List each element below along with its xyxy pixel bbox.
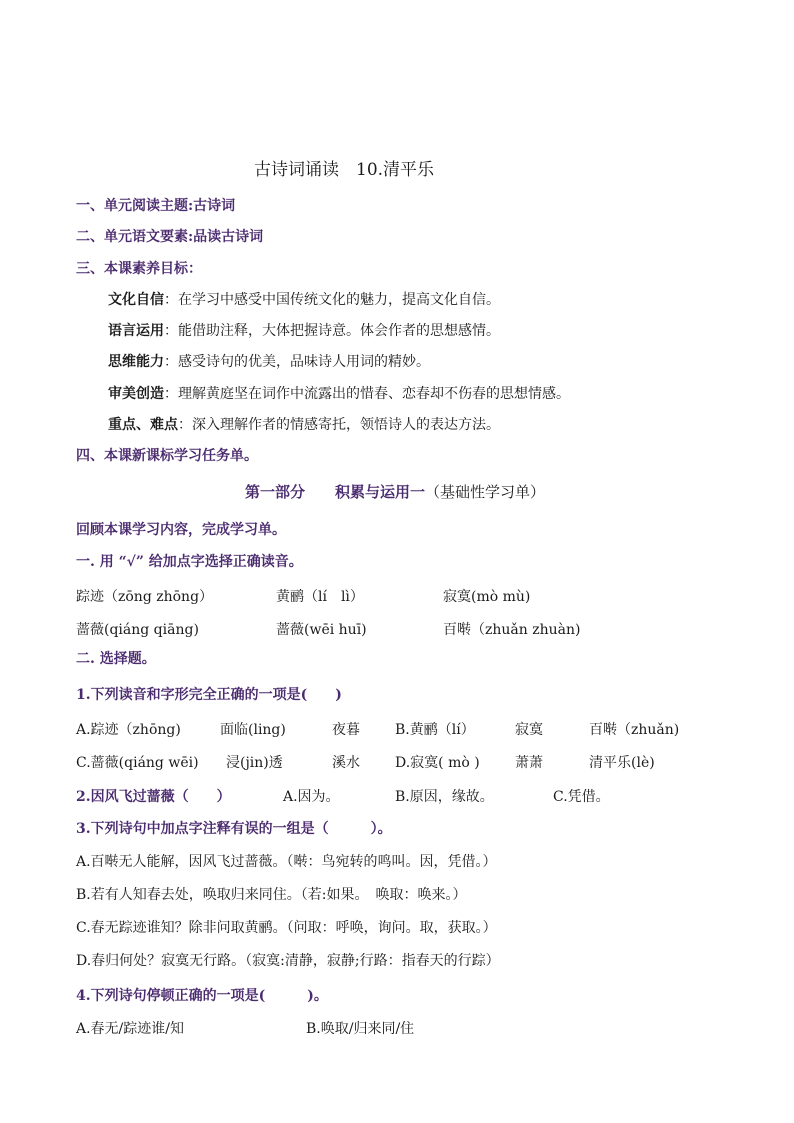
q1-word: 百啭（zhuǎn zhuàn) (443, 622, 581, 638)
choice-option: 萧萧 (515, 755, 543, 771)
part-heading (245, 483, 545, 501)
choice-option: 面临(ling) (220, 722, 286, 738)
goal-label: 语言运用 (108, 323, 164, 339)
choice-option: 夜暮 (332, 722, 360, 738)
q2-heading: 二. 选择题。 (76, 651, 156, 667)
choice-option: B.若有人知春去处，唤取归来同住。（若:如果。 唤取：唤来。） (76, 887, 467, 903)
q1-word: 黄鹂（lí lì） (276, 589, 364, 605)
goal-aesthetic (108, 385, 570, 403)
choice-option: C.凭借。 (553, 789, 610, 805)
choice-option: A.春无/踪迹谁/知 (76, 1021, 184, 1037)
section-1: 一、单元阅读主题:古诗词 (76, 198, 236, 214)
intro-text: 回顾本课学习内容，完成学习单。 (76, 522, 286, 538)
choice-option: 清平乐(lè) (589, 755, 655, 771)
goal-thinking (108, 353, 430, 371)
choice-option: A.因为。 (283, 789, 340, 805)
choice-option: C.春无踪迹谁知？除非问取黄鹂。（问取：呼唤，询问。取，获取。） (76, 920, 497, 936)
choice-option: B.原因，缘故。 (395, 789, 494, 805)
section-4: 四、本课新课标学习任务单。 (76, 448, 258, 464)
goal-text: ：能借助注释，大体把握诗意。体会作者的思想感情。 (164, 323, 500, 339)
choice-option: 浸(jin)透 (226, 755, 283, 771)
choice-option: B.唤取/归来同/住 (306, 1021, 415, 1037)
q1-heading: 一. 用 “√” 给加点字选择正确读音。 (76, 554, 303, 570)
goal-text: ：在学习中感受中国传统文化的魅力，提高文化自信。 (164, 292, 500, 308)
goal-culture (108, 291, 500, 309)
page-title: 古诗词诵读 10.清平乐 (254, 160, 435, 180)
choice-option: D.春归何处？寂寞无行路。（寂寞:清静，寂静;行路：指春天的行踪） (76, 953, 500, 969)
goal-label: 审美创造 (108, 386, 164, 402)
goal-label: 思维能力 (108, 354, 164, 370)
choice-option: C.蔷薇(qiáng wēi) (76, 755, 199, 771)
goal-label: 文化自信 (108, 292, 164, 308)
section-3: 三、本课素养目标： (76, 261, 202, 277)
q2-item1-stem: 1.下列读音和字形完全正确的一项是( ) (76, 687, 342, 703)
choice-option: 溪水 (332, 755, 360, 771)
part-subtitle: （基础性学习单） (425, 483, 546, 501)
q2-item4-stem: 4.下列诗句停顿正确的一项是( )。 (76, 988, 328, 1004)
choice-option: 百啭（zhuǎn) (589, 722, 680, 738)
q1-word: 寂寞(mò mù) (443, 589, 531, 605)
q1-word: 蔷薇(qiáng qiāng) (76, 622, 199, 638)
choice-option: 寂寞 (515, 722, 543, 738)
goal-key-points (108, 416, 500, 434)
choice-option: A.百啭无人能解，因风飞过蔷薇。（啭：鸟宛转的鸣叫。因，凭借。） (76, 854, 497, 870)
q1-word: 蔷薇(wēi huī) (276, 622, 367, 638)
q2-item3-stem: 3.下列诗句中加点字注释有误的一组是（ ）。 (76, 821, 392, 837)
q1-word: 踪迹（zōng zhōng） (76, 589, 214, 605)
goal-text: ：理解黄庭坚在词作中流露出的惜春、恋春却不伤春的思想情感。 (164, 386, 570, 402)
goal-label: 重点、难点 (108, 417, 178, 433)
section-2: 二、单元语文要素:品读古诗词 (76, 229, 264, 245)
part-title: 第一部分 积累与运用一 (245, 483, 426, 501)
choice-option: D.寂寞( mò ) (395, 755, 480, 771)
goal-text: ：感受诗句的优美，品味诗人用词的精妙。 (164, 354, 430, 370)
goal-text: ：深入理解作者的情感寄托，领悟诗人的表达方法。 (178, 417, 500, 433)
q2-item2-stem: 2.因风飞过蔷薇（ ） (76, 789, 231, 805)
choice-option: B.黄鹂（lí） (395, 722, 475, 738)
choice-option: A.踪迹（zhōng) (76, 722, 181, 738)
goal-language (108, 322, 500, 340)
